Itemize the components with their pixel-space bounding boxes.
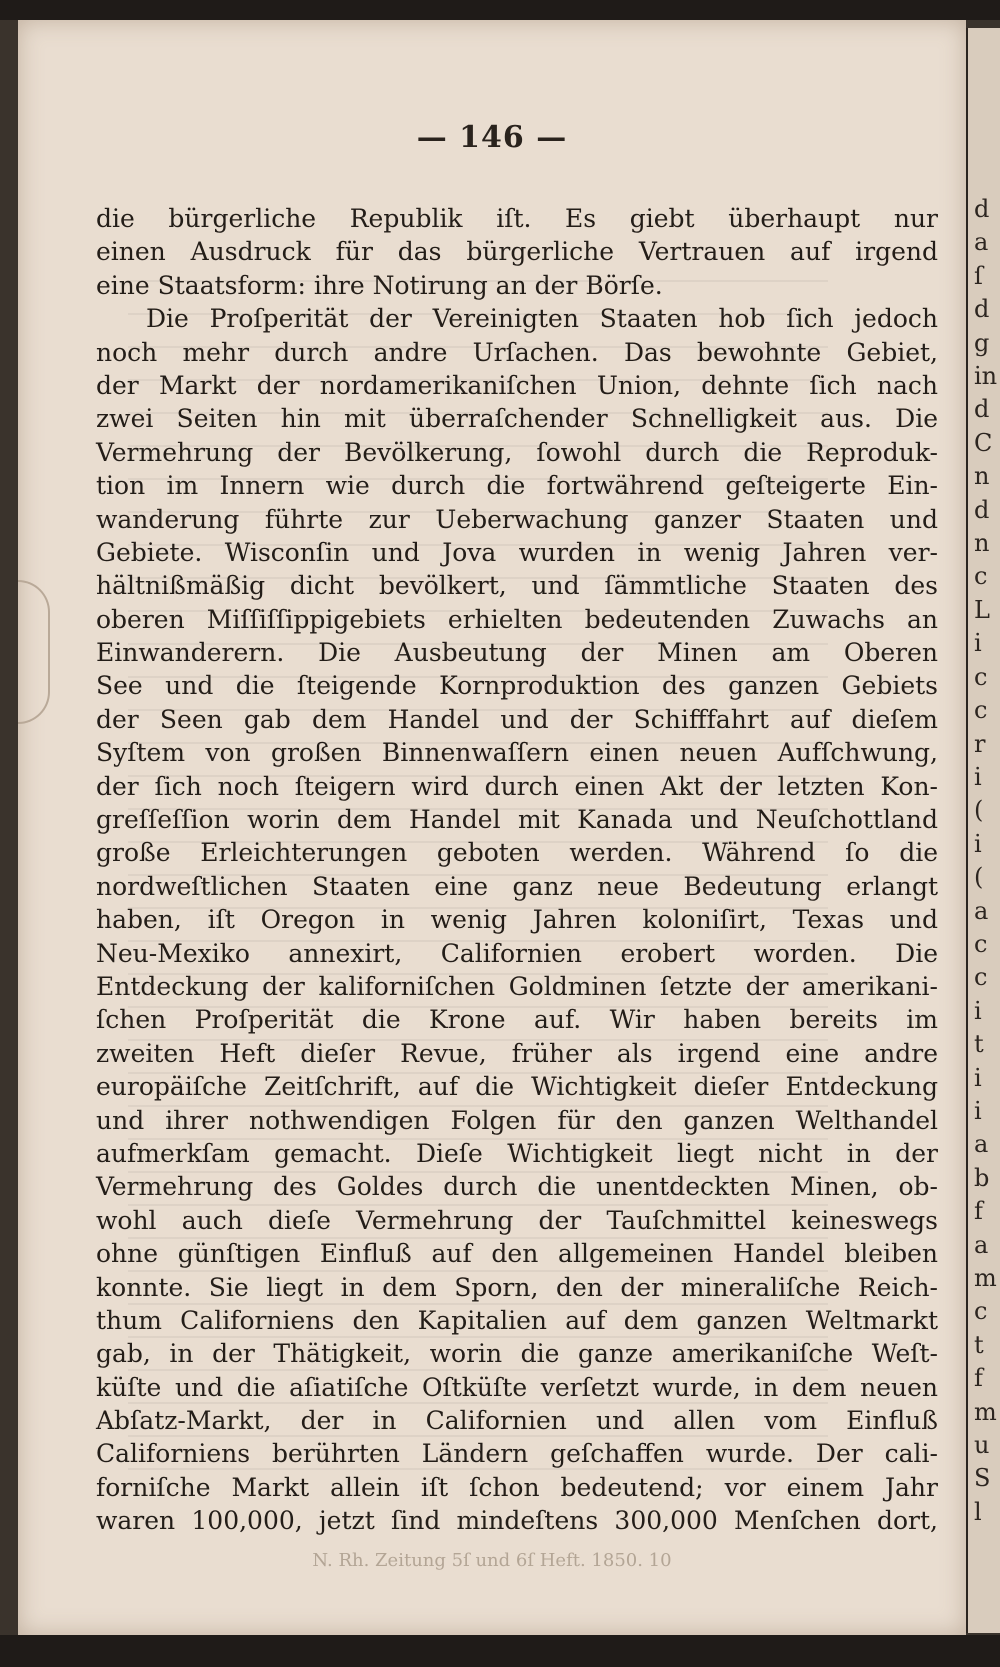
adjacent-page-fragment: d [974,295,990,324]
text-line: thum Californiens den Kapitalien auf dem ganzen Weltmarkt [96,1305,938,1335]
adjacent-page-fragment: a [974,1230,989,1259]
adjacent-page-fragment: S [974,1464,991,1493]
adjacent-page-fragment: b [974,1163,990,1192]
text-line: forniſche Markt allein iſt ſchon bedeutend; vor einem Jahr [96,1472,938,1502]
text-line: der ſich noch ſteigern wird durch einen Akt der letzten Kon- [96,771,938,801]
text-line: und ihrer nothwendigen Folgen für den ganzen Welthandel [96,1105,938,1135]
adjacent-page-edge [966,28,1000,1633]
adjacent-page-fragment: i [974,829,982,858]
adjacent-page-fragment: ( [974,863,984,892]
text-line: aufmerkſam gemacht. Dieſe Wichtigkeit liegt nicht in der [96,1138,938,1168]
text-line: europäiſche Zeitſchrift, auf die Wichtigkeit dieſer Entdeckung [96,1072,938,1102]
adjacent-page-fragment: t [974,1330,984,1359]
adjacent-page-fragment: i [974,996,982,1025]
adjacent-page-fragment: c [974,929,988,958]
adjacent-page-fragment: a [974,896,989,925]
adjacent-page-fragment: C [974,428,993,457]
page-number: — 146 — [416,120,568,155]
adjacent-page-fragment: u [974,1431,990,1460]
adjacent-page-fragment: L [974,595,990,624]
text-line: wanderung führte zur Ueberwachung ganzer Staaten und [96,504,938,534]
text-line: Vermehrung des Goldes durch die unentdeckten Minen, ob- [96,1172,938,1202]
text-line: Vermehrung der Bevölkerung, ſowohl durch die Reproduk- [96,437,938,467]
scan-bottom-edge [0,1635,1000,1667]
text-line: haben, iſt Oregon in wenig Jahren koloniſirt, Texas und [96,905,938,935]
text-line: wohl auch dieſe Vermehrung der Tauſchmittel keineswegs [96,1205,938,1235]
text-line: Einwanderern. Die Ausbeutung der Minen am Oberen [96,638,938,668]
adjacent-page-fragment: m [974,1264,997,1292]
scan-top-edge [0,0,1000,20]
adjacent-page-fragment: ( [974,796,984,825]
text-line: See und die ſteigende Kornproduktion des ganzen Gebiets [96,671,938,701]
adjacent-page-fragment: r [974,729,986,758]
text-line: der Markt der nordamerikaniſchen Union, dehnte ſich nach [96,370,938,400]
text-line: nordweſtlichen Staaten eine ganz neue Bedeutung erlangt [96,871,938,901]
body-text [96,202,938,1538]
text-line: konnte. Sie liegt in dem Sporn, den der mineraliſche Reich- [96,1272,938,1302]
text-line: große Erleichterungen geboten werden. Während ſo die [96,838,938,868]
text-line: zwei Seiten hin mit überraſchender Schnelligkeit aus. Die [96,404,938,434]
text-line: eine Staatsform: ihre Notirung an der Börſe. [96,270,663,300]
adjacent-page-fragment: ſ [974,261,983,290]
adjacent-page-fragment: i [974,762,982,791]
adjacent-page-fragment: i [974,1063,982,1092]
adjacent-page-fragment: d [974,195,990,223]
text-line: Die Proſperität der Vereinigten Staaten hob ſich jedoch [146,304,938,334]
adjacent-page-fragment: f [974,1364,983,1393]
text-line: zweiten Heft dieſer Revue, früher als irgend eine andre [96,1038,938,1068]
text-line: Abſatz-Markt, der in Californien und allen vom Einfluß [96,1406,938,1436]
text-line: gab, in der Thätigkeit, worin die ganze amerikaniſche Weſt- [96,1339,938,1369]
adjacent-page-fragment: c [974,662,988,691]
text-line: ſchen Proſperität die Krone auf. Wir haben bereits im [96,1005,938,1035]
adjacent-page-fragment: a [974,228,989,257]
adjacent-page-fragments [974,193,997,1529]
adjacent-page-fragment: n [974,529,990,558]
adjacent-page-fragment: d [974,495,990,524]
adjacent-page-fragment: d [974,395,990,424]
text-line: tion im Innern wie durch die fortwährend geſteigerte Ein- [96,471,938,501]
text-line: greſſeſſion worin dem Handel mit Kanada und Neuſchottland [96,805,938,835]
footer-signature: N. Rh. Zeitung 5ſ und 6ſ Heft. 1850. 10 [312,1550,672,1571]
text-line: waren 100,000, jetzt ſind mindeſtens 300,000 Menſchen dort, [96,1506,938,1536]
adjacent-page-fragment: m [974,1397,997,1426]
text-line: einen Ausdruck für das bürgerliche Vertrauen auf irgend [96,237,938,267]
adjacent-page-fragment: c [974,562,988,591]
text-line: die bürgerliche Republik iſt. Es giebt überhaupt nur [96,204,938,233]
adjacent-page-fragment: c [974,696,988,725]
text-line: Californiens berührten Ländern geſchaffen wurde. Der cali- [96,1439,938,1469]
adjacent-page-fragment: i [974,1096,982,1125]
adjacent-page-fragment: n [974,462,990,491]
adjacent-page-fragment: in [974,362,998,391]
adjacent-page-fragment: l [974,1497,982,1526]
adjacent-page-fragment: t [974,1030,984,1059]
text-line: noch mehr durch andre Urſachen. Das bewohnte Gebiet, [96,337,938,367]
text-line: Entdeckung der kaliforniſchen Goldminen ſetzte der amerikani- [96,971,938,1001]
text-line: küſte und die aſiatiſche Oſtküſte verſetzt wurde, in dem neuen [96,1372,938,1402]
text-line: hältnißmäßig dicht bevölkert, und ſämmtliche Staaten des [96,571,938,601]
text-line: Neu-Mexiko annexirt, Californien erobert worden. Die [96,938,938,968]
text-line: ohne günſtigen Einfluß auf den allgemeinen Handel bleiben [96,1239,938,1269]
book-page [18,20,966,1635]
adjacent-page-fragment: g [974,328,990,357]
page-edge-curl [18,580,50,724]
text-line: Syſtem von großen Binnenwaſſern einen neuen Aufſchwung, [96,738,938,768]
text-line: Gebiete. Wisconſin und Jova wurden in wenig Jahren ver- [96,537,938,567]
adjacent-page-fragment: f [974,1197,983,1226]
text-line: der Seen gab dem Handel und der Schifffahrt auf dieſem [96,704,938,734]
adjacent-page-fragment: c [974,1297,988,1326]
adjacent-page-fragment: c [974,963,988,992]
adjacent-page-fragment: a [974,1130,989,1159]
adjacent-page-fragment: i [974,629,982,658]
text-line: oberen Miſſiſſippigebiets erhielten bedeutenden Zuwachs an [96,604,938,634]
